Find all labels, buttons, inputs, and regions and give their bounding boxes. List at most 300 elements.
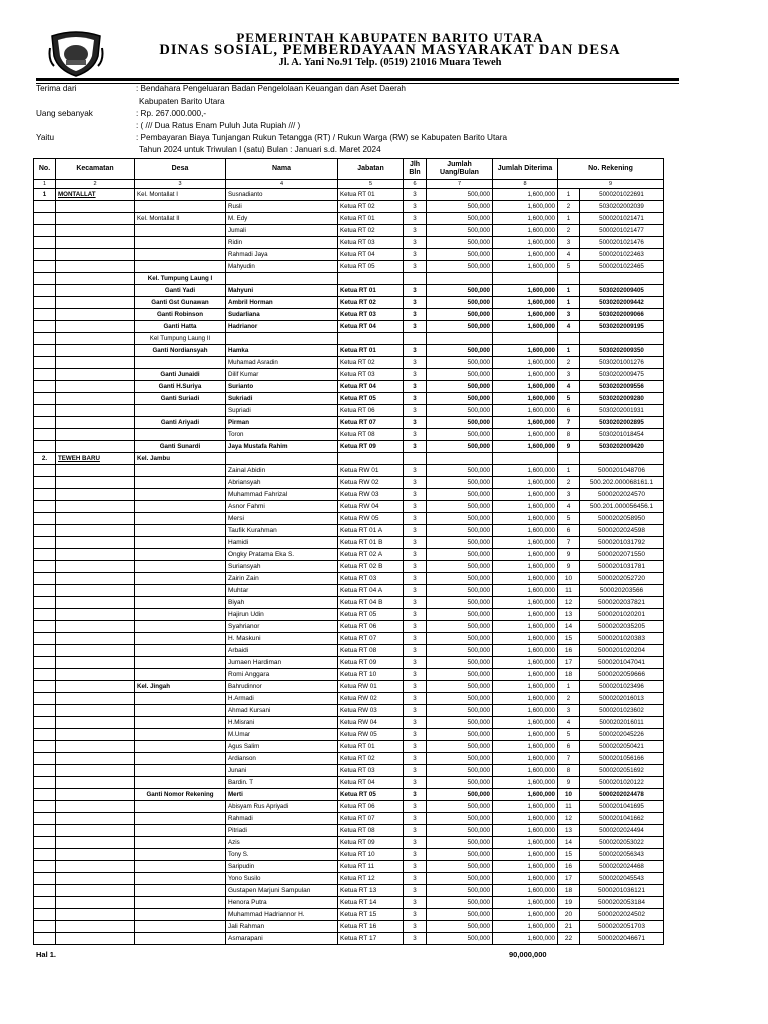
table-row xyxy=(34,597,664,609)
row-no xyxy=(34,657,56,669)
grand-total: 90,000,000 xyxy=(509,950,547,959)
yaitu-value: : Pembayaran Biaya Tunjangan Rukun Tetangga (RT) / Rukun Warga (RW) se Kabupaten Barito Utara xyxy=(136,133,508,142)
row-jlh-bln: 3 xyxy=(404,573,427,585)
index-cell: 9 xyxy=(558,180,664,189)
row-jlh-bln: 3 xyxy=(404,261,427,273)
row-no-rekening: 5000202051703 xyxy=(580,921,664,933)
row-nama: Jaya Mustafa Rahim xyxy=(226,441,338,453)
row-jabatan: Ketua RT 03 xyxy=(338,765,404,777)
row-kecamatan xyxy=(56,345,135,357)
row-kecamatan xyxy=(56,393,135,405)
row-jumlah-uang: 500,000 xyxy=(427,297,493,309)
row-no xyxy=(34,333,56,345)
row-jabatan: Ketua RT 12 xyxy=(338,873,404,885)
row-jumlah-uang: 500,000 xyxy=(427,693,493,705)
row-jumlah-uang: 500,000 xyxy=(427,405,493,417)
row-jumlah-uang: 500,000 xyxy=(427,225,493,237)
row-no xyxy=(34,345,56,357)
row-no-rekening: 5030202002039 xyxy=(580,201,664,213)
row-no xyxy=(34,789,56,801)
row-jumlah-uang: 500,000 xyxy=(427,213,493,225)
row-no xyxy=(34,477,56,489)
row-kecamatan xyxy=(56,417,135,429)
row-jabatan: Ketua RT 02 xyxy=(338,297,404,309)
row-nama: Tony S. xyxy=(226,849,338,861)
row-nama: H.Misrani xyxy=(226,717,338,729)
row-rek-seq: 6 xyxy=(558,525,580,537)
row-kecamatan xyxy=(56,609,135,621)
row-rek-seq: 13 xyxy=(558,609,580,621)
row-jabatan: Ketua RT 01 xyxy=(338,213,404,225)
row-no xyxy=(34,249,56,261)
row-no-rekening: 5030202009066 xyxy=(580,309,664,321)
row-jabatan: Ketua RT 02 A xyxy=(338,549,404,561)
row-rek-seq: 2 xyxy=(558,357,580,369)
row-jumlah-diterima: 1,600,000 xyxy=(493,693,558,705)
row-jabatan: Ketua RT 08 xyxy=(338,429,404,441)
row-no-rekening: 5000201021476 xyxy=(580,237,664,249)
row-jabatan: Ketua RT 06 xyxy=(338,801,404,813)
row-no-rekening: 5030202009475 xyxy=(580,369,664,381)
row-rek-seq: 19 xyxy=(558,897,580,909)
row-jabatan: Ketua RT 13 xyxy=(338,885,404,897)
index-cell: 7 xyxy=(427,180,493,189)
row-no-rekening: 5000201023602 xyxy=(580,705,664,717)
row-nama: M. Edy xyxy=(226,213,338,225)
row-kecamatan xyxy=(56,561,135,573)
row-no xyxy=(34,693,56,705)
row-jumlah-uang: 500,000 xyxy=(427,309,493,321)
row-jumlah-uang: 500,000 xyxy=(427,585,493,597)
row-jumlah-diterima: 1,600,000 xyxy=(493,465,558,477)
row-desa: Ganti Nordiansyah xyxy=(135,345,226,357)
row-nama: Rusli xyxy=(226,201,338,213)
row-jumlah-diterima: 1,600,000 xyxy=(493,285,558,297)
row-no xyxy=(34,405,56,417)
row-rek-seq: 1 xyxy=(558,285,580,297)
row-no xyxy=(34,417,56,429)
row-jlh-bln: 3 xyxy=(404,309,427,321)
row-rek-seq: 7 xyxy=(558,753,580,765)
table-row xyxy=(34,489,664,501)
row-nama xyxy=(226,333,338,345)
row-no xyxy=(34,633,56,645)
row-jumlah-diterima: 1,600,000 xyxy=(493,537,558,549)
row-no xyxy=(34,549,56,561)
row-rek-seq: 16 xyxy=(558,861,580,873)
table-row xyxy=(34,441,664,453)
row-jabatan: Ketua RT 03 xyxy=(338,309,404,321)
row-jlh-bln: 3 xyxy=(404,837,427,849)
row-no xyxy=(34,921,56,933)
row-nama xyxy=(226,453,338,465)
table-row xyxy=(34,381,664,393)
table-row xyxy=(34,213,664,225)
row-no xyxy=(34,705,56,717)
table-row xyxy=(34,537,664,549)
row-no-rekening: 5000201020201 xyxy=(580,609,664,621)
row-kecamatan xyxy=(56,477,135,489)
row-jumlah-uang: 500,000 xyxy=(427,717,493,729)
row-rek-seq: 10 xyxy=(558,789,580,801)
row-jumlah-diterima: 1,600,000 xyxy=(493,681,558,693)
row-jlh-bln: 3 xyxy=(404,201,427,213)
row-jlh-bln: 3 xyxy=(404,501,427,513)
row-no-rekening: 5000201020383 xyxy=(580,633,664,645)
row-jabatan: Ketua RW 01 xyxy=(338,465,404,477)
row-desa xyxy=(135,669,226,681)
row-no xyxy=(34,909,56,921)
row-jabatan xyxy=(338,273,404,285)
row-jumlah-diterima: 1,600,000 xyxy=(493,621,558,633)
row-kecamatan xyxy=(56,753,135,765)
row-desa xyxy=(135,717,226,729)
row-jlh-bln: 3 xyxy=(404,681,427,693)
row-nama: Biyah xyxy=(226,597,338,609)
row-jabatan: Ketua RT 03 xyxy=(338,237,404,249)
row-jabatan: Ketua RT 03 xyxy=(338,369,404,381)
row-jlh-bln: 3 xyxy=(404,609,427,621)
row-kecamatan xyxy=(56,225,135,237)
table-row xyxy=(34,645,664,657)
row-nama: Jumaen Hardiman xyxy=(226,657,338,669)
row-nama: Pitriadi xyxy=(226,825,338,837)
row-jlh-bln xyxy=(404,273,427,285)
row-no xyxy=(34,489,56,501)
row-rek-seq: 9 xyxy=(558,777,580,789)
row-jabatan: Ketua RT 09 xyxy=(338,657,404,669)
index-cell: 8 xyxy=(493,180,558,189)
row-jlh-bln: 3 xyxy=(404,513,427,525)
row-no-rekening xyxy=(580,273,664,285)
row-no xyxy=(34,861,56,873)
row-kecamatan xyxy=(56,681,135,693)
row-desa: Ganti H.Suriya xyxy=(135,381,226,393)
row-kecamatan xyxy=(56,261,135,273)
row-jumlah-uang: 500,000 xyxy=(427,909,493,921)
header-agency-title: DINAS SOSIAL, PEMBERDAYAAN MASYARAKAT DAN DESA xyxy=(159,42,621,58)
row-desa xyxy=(135,201,226,213)
table-row xyxy=(34,693,664,705)
row-jumlah-diterima: 1,600,000 xyxy=(493,813,558,825)
row-nama: Ardianson xyxy=(226,753,338,765)
row-no xyxy=(34,273,56,285)
row-desa: Ganti Yadi xyxy=(135,285,226,297)
row-kecamatan xyxy=(56,441,135,453)
row-jumlah-uang: 500,000 xyxy=(427,393,493,405)
table-row xyxy=(34,549,664,561)
row-jlh-bln: 3 xyxy=(404,465,427,477)
row-no-rekening xyxy=(580,333,664,345)
row-no-rekening: 5000201021477 xyxy=(580,225,664,237)
row-rek-seq: 6 xyxy=(558,741,580,753)
row-no-rekening: 5000202051692 xyxy=(580,765,664,777)
row-no xyxy=(34,321,56,333)
row-jumlah-diterima: 1,600,000 xyxy=(493,633,558,645)
table-row xyxy=(34,897,664,909)
row-kecamatan xyxy=(56,705,135,717)
row-rek-seq: 14 xyxy=(558,837,580,849)
table-row xyxy=(34,777,664,789)
row-jumlah-uang: 500,000 xyxy=(427,417,493,429)
row-jumlah-uang: 500,000 xyxy=(427,753,493,765)
row-jumlah-uang: 500,000 xyxy=(427,261,493,273)
row-desa xyxy=(135,573,226,585)
row-rek-seq: 11 xyxy=(558,585,580,597)
row-kecamatan xyxy=(56,717,135,729)
row-desa xyxy=(135,237,226,249)
row-desa: Ganti Sunardi xyxy=(135,441,226,453)
row-nama: Muhammad Hadriannor H. xyxy=(226,909,338,921)
table-row xyxy=(34,633,664,645)
row-rek-seq: 20 xyxy=(558,909,580,921)
row-jumlah-diterima: 1,600,000 xyxy=(493,873,558,885)
row-jlh-bln: 3 xyxy=(404,825,427,837)
row-jumlah-diterima: 1,600,000 xyxy=(493,213,558,225)
row-desa xyxy=(135,885,226,897)
row-rek-seq: 1 xyxy=(558,345,580,357)
row-no-rekening: 5000202045543 xyxy=(580,873,664,885)
row-rek-seq: 5 xyxy=(558,261,580,273)
row-jabatan: Ketua RW 05 xyxy=(338,729,404,741)
row-no-rekening: 5000202024598 xyxy=(580,525,664,537)
row-rek-seq: 1 xyxy=(558,189,580,201)
row-jlh-bln xyxy=(404,333,427,345)
row-nama: Hadrianor xyxy=(226,321,338,333)
row-rek-seq: 4 xyxy=(558,381,580,393)
row-rek-seq: 3 xyxy=(558,705,580,717)
row-no-rekening: 5000202059666 xyxy=(580,669,664,681)
row-jlh-bln: 3 xyxy=(404,213,427,225)
row-jumlah-diterima: 1,600,000 xyxy=(493,909,558,921)
row-no-rekening: 5000202053022 xyxy=(580,837,664,849)
row-kecamatan xyxy=(56,873,135,885)
row-jabatan: Ketua RT 01 xyxy=(338,345,404,357)
row-rek-seq: 15 xyxy=(558,633,580,645)
row-no-rekening: 5000202037821 xyxy=(580,597,664,609)
row-jabatan: Ketua RT 08 xyxy=(338,825,404,837)
row-kecamatan xyxy=(56,465,135,477)
row-kecamatan xyxy=(56,321,135,333)
row-no-rekening: 5000201041662 xyxy=(580,813,664,825)
row-no xyxy=(34,429,56,441)
row-desa xyxy=(135,897,226,909)
row-jlh-bln: 3 xyxy=(404,693,427,705)
row-jabatan: Ketua RT 02 xyxy=(338,225,404,237)
row-nama: Suriansyah xyxy=(226,561,338,573)
row-jumlah-uang: 500,000 xyxy=(427,321,493,333)
row-no xyxy=(34,441,56,453)
row-jumlah-uang xyxy=(427,453,493,465)
row-jumlah-uang: 500,000 xyxy=(427,681,493,693)
table-row xyxy=(34,669,664,681)
row-jumlah-uang: 500,000 xyxy=(427,885,493,897)
row-no xyxy=(34,297,56,309)
row-jabatan: Ketua RT 05 xyxy=(338,393,404,405)
row-desa xyxy=(135,705,226,717)
row-kecamatan: MONTALLAT xyxy=(56,189,135,201)
row-kecamatan xyxy=(56,621,135,633)
row-jumlah-diterima: 1,600,000 xyxy=(493,297,558,309)
table-row xyxy=(34,345,664,357)
table-header-row xyxy=(34,159,664,180)
row-no-rekening: 5000201020122 xyxy=(580,777,664,789)
row-jlh-bln: 3 xyxy=(404,657,427,669)
row-no xyxy=(34,201,56,213)
row-nama: Rahmadi xyxy=(226,813,338,825)
index-cell: 4 xyxy=(226,180,338,189)
row-nama: Pirman xyxy=(226,417,338,429)
row-nama: Mahyudin xyxy=(226,261,338,273)
row-jumlah-uang: 500,000 xyxy=(427,633,493,645)
row-rek-seq: 5 xyxy=(558,393,580,405)
row-nama: Hamidi xyxy=(226,537,338,549)
row-nama: Syahrianor xyxy=(226,621,338,633)
row-nama: Hajirun Udin xyxy=(226,609,338,621)
row-jumlah-diterima xyxy=(493,453,558,465)
col-kecamatan: Kecamatan xyxy=(56,159,135,180)
row-no-rekening: 5000202024570 xyxy=(580,489,664,501)
row-jabatan: Ketua RT 07 xyxy=(338,813,404,825)
row-jabatan: Ketua RT 02 xyxy=(338,357,404,369)
row-jumlah-diterima: 1,600,000 xyxy=(493,753,558,765)
row-nama: H.Armadi xyxy=(226,693,338,705)
row-nama: Abisyam Rus Apriyadi xyxy=(226,801,338,813)
row-jlh-bln: 3 xyxy=(404,633,427,645)
row-jlh-bln: 3 xyxy=(404,561,427,573)
row-nama: Ambril Horman xyxy=(226,297,338,309)
row-jumlah-diterima: 1,600,000 xyxy=(493,405,558,417)
row-nama: Sudarliana xyxy=(226,309,338,321)
row-jlh-bln: 3 xyxy=(404,393,427,405)
row-nama: Mersi xyxy=(226,513,338,525)
row-jumlah-uang: 500,000 xyxy=(427,825,493,837)
row-no xyxy=(34,849,56,861)
row-no-rekening: 5000202035205 xyxy=(580,621,664,633)
row-nama: Jali Rahman xyxy=(226,921,338,933)
table-row xyxy=(34,681,664,693)
row-no xyxy=(34,801,56,813)
row-jumlah-uang: 500,000 xyxy=(427,609,493,621)
row-jabatan: Ketua RT 01 B xyxy=(338,537,404,549)
table-row xyxy=(34,189,664,201)
col-desa: Desa xyxy=(135,159,226,180)
row-jlh-bln: 3 xyxy=(404,381,427,393)
row-no-rekening: 5030202009442 xyxy=(580,297,664,309)
row-nama: Agus Salim xyxy=(226,741,338,753)
index-cell: 3 xyxy=(135,180,226,189)
row-desa: Kel Tumpung Laung II xyxy=(135,333,226,345)
row-jlh-bln: 3 xyxy=(404,933,427,945)
table-row xyxy=(34,285,664,297)
row-jumlah-diterima: 1,600,000 xyxy=(493,741,558,753)
row-jumlah-uang: 500,000 xyxy=(427,441,493,453)
row-nama: Bardin. T xyxy=(226,777,338,789)
row-jlh-bln: 3 xyxy=(404,873,427,885)
row-jumlah-diterima: 1,600,000 xyxy=(493,513,558,525)
table-row xyxy=(34,921,664,933)
row-jlh-bln xyxy=(404,453,427,465)
table-row xyxy=(34,825,664,837)
row-jumlah-diterima: 1,600,000 xyxy=(493,801,558,813)
table-row xyxy=(34,909,664,921)
row-rek-seq: 12 xyxy=(558,813,580,825)
row-jabatan: Ketua RW 03 xyxy=(338,489,404,501)
row-jumlah-uang: 500,000 xyxy=(427,549,493,561)
row-no-rekening: 5000202016013 xyxy=(580,693,664,705)
row-jumlah-uang: 500,000 xyxy=(427,861,493,873)
row-jlh-bln: 3 xyxy=(404,189,427,201)
row-jumlah-uang: 500,000 xyxy=(427,345,493,357)
row-jabatan: Ketua RT 01 xyxy=(338,741,404,753)
header-government-title: PEMERINTAH KABUPATEN BARITO UTARA xyxy=(236,30,544,45)
table-row xyxy=(34,429,664,441)
row-jlh-bln: 3 xyxy=(404,441,427,453)
table-row xyxy=(34,333,664,345)
row-desa xyxy=(135,765,226,777)
row-rek-seq: 10 xyxy=(558,573,580,585)
row-desa xyxy=(135,657,226,669)
row-jabatan: Ketua RW 05 xyxy=(338,513,404,525)
row-kecamatan xyxy=(56,525,135,537)
row-desa xyxy=(135,825,226,837)
row-no-rekening: 5000202024468 xyxy=(580,861,664,873)
row-jumlah-diterima: 1,600,000 xyxy=(493,717,558,729)
row-no xyxy=(34,381,56,393)
row-jlh-bln: 3 xyxy=(404,225,427,237)
row-jumlah-diterima: 1,600,000 xyxy=(493,897,558,909)
table-row xyxy=(34,417,664,429)
row-rek-seq: 18 xyxy=(558,669,580,681)
row-desa: Kel. Montallat II xyxy=(135,213,226,225)
row-rek-seq: 16 xyxy=(558,645,580,657)
row-jlh-bln: 3 xyxy=(404,801,427,813)
row-no-rekening: 5000201022465 xyxy=(580,261,664,273)
row-jlh-bln: 3 xyxy=(404,741,427,753)
row-no xyxy=(34,669,56,681)
row-jabatan: Ketua RT 01 A xyxy=(338,525,404,537)
row-rek-seq: 2 xyxy=(558,477,580,489)
row-jumlah-uang: 500,000 xyxy=(427,597,493,609)
table-row xyxy=(34,861,664,873)
row-kecamatan xyxy=(56,489,135,501)
row-nama: Romi Anggara xyxy=(226,669,338,681)
row-no xyxy=(34,609,56,621)
terima-label: Terima dari xyxy=(36,84,77,93)
row-jumlah-uang: 500,000 xyxy=(427,537,493,549)
row-jabatan: Ketua RT 01 xyxy=(338,189,404,201)
row-kecamatan xyxy=(56,369,135,381)
row-jabatan: Ketua RT 01 xyxy=(338,285,404,297)
row-desa: Ganti Hatta xyxy=(135,321,226,333)
row-desa xyxy=(135,549,226,561)
row-no xyxy=(34,537,56,549)
row-kecamatan xyxy=(56,813,135,825)
row-jumlah-diterima: 1,600,000 xyxy=(493,201,558,213)
row-no-rekening: 5000201031792 xyxy=(580,537,664,549)
table-row xyxy=(34,201,664,213)
row-kecamatan xyxy=(56,777,135,789)
table-row xyxy=(34,357,664,369)
table-row xyxy=(34,321,664,333)
row-rek-seq xyxy=(558,273,580,285)
table-row xyxy=(34,249,664,261)
table-row xyxy=(34,741,664,753)
row-rek-seq: 6 xyxy=(558,405,580,417)
row-jlh-bln: 3 xyxy=(404,429,427,441)
table-row xyxy=(34,573,664,585)
col-nama: Nama xyxy=(226,159,338,180)
